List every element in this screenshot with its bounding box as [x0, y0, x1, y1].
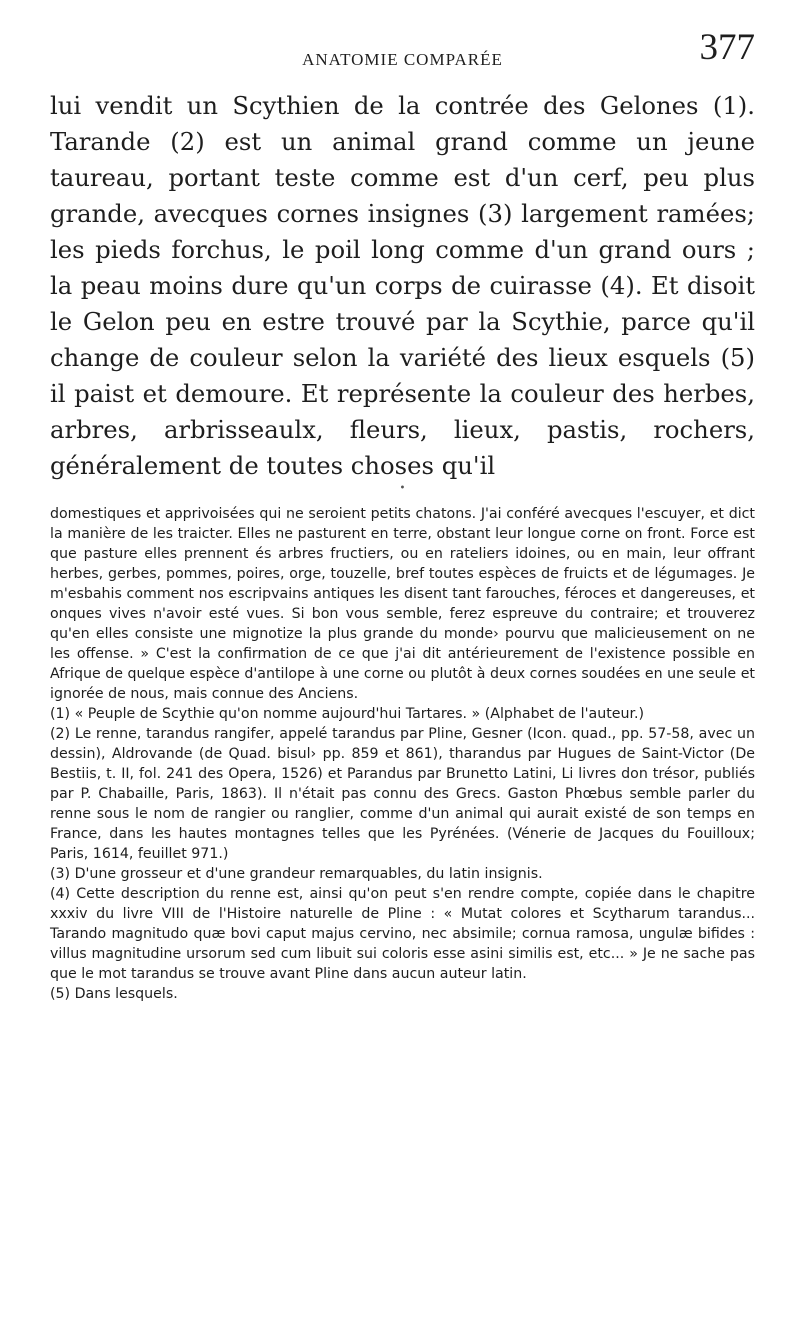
footnote-2: (2) Le renne, tarandus rangifer, appelé tarandus par Pline, Gesner (Icon. quad., pp. 57-58, avec un dessin), Aldrovande (de Quad. bisul› pp. 859 et 861), tharandus par Hugues de Saint-Victor (De Bestiis, t. II, fol. 241 des Opera, 1526) et Parandus par Brunetto Latini, Li livres don trésor, publiés par P. Chabaille, Paris, 1863). Il n'était pas connu des Grecs. Gaston Phœbus semble parler du renne sous le nom de rangier ou ranglier, comme d'un animal qui aurait existé de son temps en France, dans les hautes montagnes telles que les Pyrénées. (Vénerie de Jacques du Fouilloux; Paris, 1614, feuillet 971.): [50, 726, 755, 862]
footnote-1: (1) « Peuple de Scythie qu'on nomme aujourd'hui Tartares. » (Alphabet de l'auteur.): [50, 706, 645, 722]
separator-mark: •: [399, 483, 406, 494]
footnotes: [50, 504, 755, 1004]
book-page: [50, 28, 755, 1004]
footnote-3: (3) D'une grosseur et d'une grandeur remarquables, du latin insignis.: [50, 866, 543, 882]
footnote-5: (5) Dans lesquels.: [50, 986, 178, 1002]
footnote-4: (4) Cette description du renne est, ainsi qu'on peut s'en rendre compte, copiée dans le chapitre xxxiv du livre VIII de l'Histoire naturelle de Pline : « Mutat colores et Scytharum tarandus... Tarando magnitudo quæ bovi caput majus cervino, nec absimile; cornua ramosa, ungulæ bifides : villus magnitudine ursorum sed cum libuit sui coloris esse asini similis est, etc... » Je ne sache pas que le mot tarandus se trouve avant Pline dans aucun auteur latin.: [50, 886, 755, 982]
main-text-paragraph: lui vendit un Scythien de la contrée des Gelones (1). Tarande (2) est un animal grand comme un jeune taureau, portant teste comme est d'un cerf, peu plus grande, avecques cornes insignes (3) largement ramées; les pieds forchus, le poil long comme d'un grand ours ; la peau moins dure qu'un corps de cuirasse (4). Et disoit le Gelon peu en estre trouvé par la Scythie, parce qu'il change de couleur selon la variété des lieux esquels (5) il paist et demoure. Et représente la couleur des herbes, arbres, arbrisseaulx, fleurs, lieux, pastis, rochers, généralement de toutes choses qu'il: [50, 91, 755, 480]
running-title: ANATOMIE COMPARÉE: [302, 50, 503, 69]
footnote-continuation: domestiques et apprivoisées qui ne seroient petits chatons. J'ai conféré avecques l'escuyer, et dict la manière de les traicter. Elles ne pasturent en terre, obstant leur longue corne on front. Force est que pasture elles prennent és arbres fructiers, ou en rateliers idoines, ou en main, leur offrant herbes, gerbes, pommes, poires, orge, touzelle, bref toutes espèces de fruicts et de légumages. Je m'esbahis comment nos escripvains antiques les disent tant farouches, féroces et dangereuses, et onques vives n'avoir esté vues. Si bon vous semble, ferez espreuve du contraire; et trouverez qu'en elles consiste une mignotize la plus grande du monde› pourvu que malicieusement on ne les offense. » C'est la confirmation de ce que j'ai dit antérieurement de l'existence possible en Afrique de quelque espèce d'antilope à une corne ou plutôt à deux cornes soudées en une seule et ignorée de nous, mais connue des Anciens.: [50, 506, 755, 702]
page-header: [50, 28, 755, 80]
page-number: 377: [699, 27, 755, 68]
